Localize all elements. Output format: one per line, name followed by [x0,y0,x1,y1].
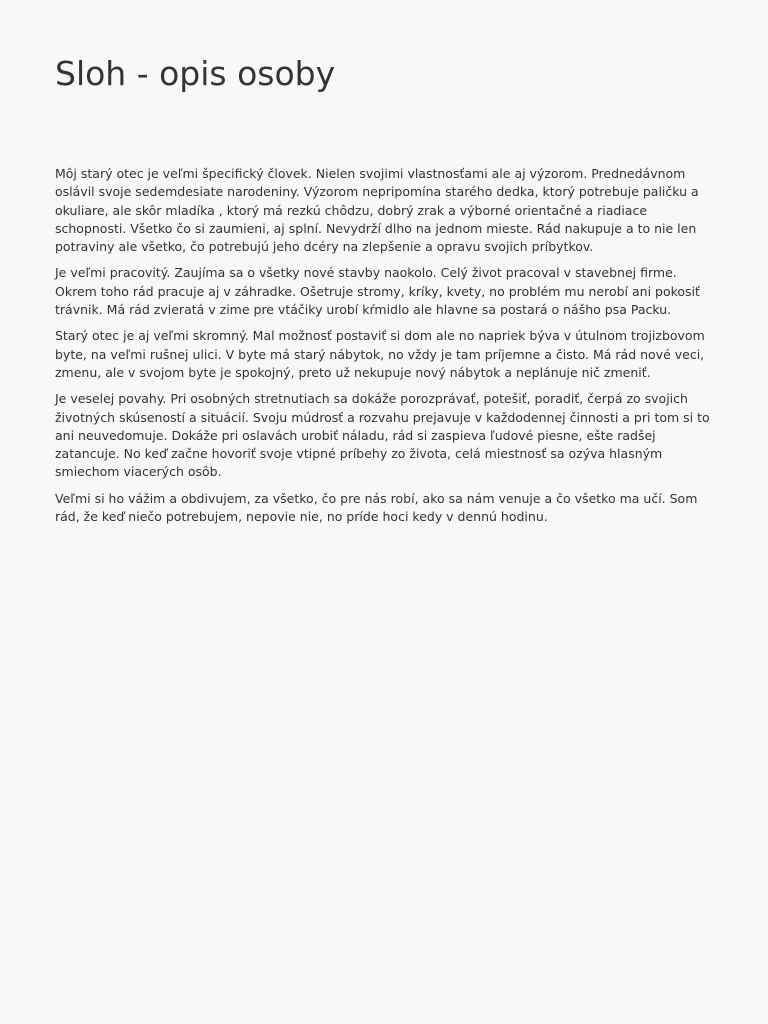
page-title: Sloh - opis osoby [55,54,336,93]
paragraph-5: Veľmi si ho vážim a obdivujem, za všetko, čo pre nás robí, ako sa nám venuje a čo všetko ma učí. Som rád, že keď niečo potrebujem, nepovie nie, no príde hoci kedy v dennú hodinu. [55,490,698,525]
document-body [55,165,714,526]
paragraph-3: Starý otec je aj veľmi skromný. Mal možnosť postaviť si dom ale no napriek býva v útulnom trojizbovom byte, na veľmi rušnej ulici. V byte má starý nábytok, no vždy je tam príjemne a čisto. Má rád nové veci, zmenu, ale v svojom byte je spokojný, preto už nekupuje nový nábytok a neplánuje nič zmeniť. [55,328,705,380]
paragraph-2: Je veľmi pracovitý. Zaujíma sa o všetky nové stavby naokolo. Celý život pracoval v stavebnej firme. Okrem toho rád pracuje aj v záhradke. Ošetruje stromy, kríky, kvety, no problém mu nerobí ani pokosiť trávnik. Má rád zvieratá v zime pre vtáčiky urobí kŕmidlo ale hlavne sa postará o nášho psa Packu. [55,265,700,318]
paragraph-1: Môj starý otec je veľmi špecifický človek. Nielen svojimi vlastnosťami ale aj výzorom. Prednedávnom oslávil svoje sedemdesiate narodeniny. Výzorom nepripomína starého dedka, ktorý potrebuje paličku a okuliare, ale skôr mladíka , ktorý má rezkú chôdzu, dobrý zrak a výborné orientačné a riadiace schopnosti. Všetko čo si zaumieni, aj splní. Nevydrží dlho na jednom mieste. Rád nakupuje a to nie len potraviny ale všetko, čo potrebujú jeho dcéry na zlepšenie a opravu svojich príbytkov. [55,166,699,255]
paragraph-4: Je veselej povahy. Pri osobných stretnutiach sa dokáže porozprávať, potešiť, poradiť, čerpá zo svojich životných skúseností a situácií. Svoju múdrosť a rozvahu prejavuje v každodennej činnosti a pri tom si to ani neuvedomuje. Dokáže pri oslavách urobiť náladu, rád si zaspieva ľudové piesne, ešte radšej zatancuje. No keď začne hovoriť svoje vtipné príbehy zo života, celá miestnosť sa ozýva hlasným smiechom viacerých osôb. [55,391,710,480]
